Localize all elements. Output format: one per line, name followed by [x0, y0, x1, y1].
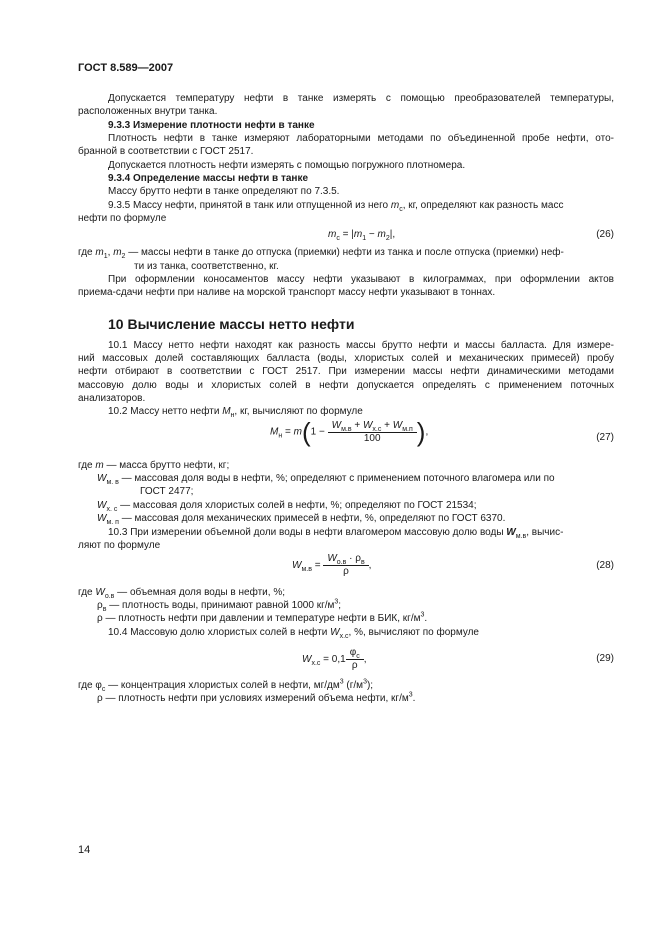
paragraph-10-1: 10.1 Массу нетто нефти находят как разность массы брутто нефти и массы балласта. Для измере-	[108, 340, 614, 351]
page-number: 14	[78, 844, 91, 856]
section-title: 10 Вычисление массы нетто нефти	[108, 316, 355, 332]
paragraph-bills-cont: приема-сдачи нефти при наливе на морской транспорт массу нефти указывают в тоннах.	[78, 287, 496, 298]
paragraph-10-3: 10.3 При измерении объемной доли воды в нефти влагомером массовую долю воды $W_{м.в}$, вычис-	[108, 527, 564, 540]
formula-number-28: (28)	[596, 560, 614, 571]
paragraph-10-3-cont: ляют по формуле	[78, 540, 161, 551]
formula-27-denominator: 100	[363, 432, 381, 444]
paragraph-9-3-5: 9.3.5 Массу нефти, принятой в танк или отпущенной из него $m_с$, кг, определяют как разность масс	[108, 200, 564, 213]
subsection-heading-9-3-3: 9.3.3 Измерение плотности нефти в танке	[108, 120, 315, 131]
where-27-water-cont: ГОСТ 2477;	[140, 486, 194, 497]
paragraph-10-1-l3: нефти отбирают в соответствии с ГОСТ 2517. При измерении массы нефти динамическими методами	[78, 366, 614, 377]
paragraph-temperature-cont: расположенных внутри танка.	[78, 106, 218, 117]
paragraph-gross-mass: Массу брутто нефти в танке определяют по 7.3.5.	[108, 186, 340, 197]
formula-26: $m_с = |m_1 - m_2|$,	[328, 229, 396, 242]
paragraph-density-cont: бранной в соответствии с ГОСТ 2517.	[78, 146, 254, 157]
paragraph-10-2: 10.2 Массу нетто нефти $M_н$, кг, вычисляют по формуле	[108, 406, 363, 419]
where-27-m: где m — масса брутто нефти, кг;	[78, 460, 230, 471]
where-26-cont: ти из танка, соответственно, кг.	[134, 261, 279, 272]
where-28-volume: где $W_{о.в}$ — объемная доля воды в нефти, %;	[78, 587, 285, 600]
formula-number-27: (27)	[596, 432, 614, 443]
where-27-water: $W_{м. в}$ — массовая доля воды в нефти, %; определяют с применением поточного влагомера или по	[97, 473, 555, 486]
paragraph-densimeter: Допускается плотность нефти измерять с помощью погружного плотномера.	[108, 160, 466, 171]
formula-number-29: (29)	[596, 653, 614, 664]
paragraph-10-4: 10.4 Массовую долю хлористых солей в нефти $W_{х.с}$, %, вычисляют по формуле	[108, 627, 479, 640]
paragraph-temperature: Допускается температуру нефти в танке измерять с помощью преобразователей температуры,	[108, 93, 614, 104]
subsection-heading-9-3-4: 9.3.4 Определение массы нефти в танке	[108, 173, 309, 184]
formula-27: $M_н = m(1$ − $\frac{W_{м.в} + W_{х.с} + W_{м.п}}{100}$ ),	[270, 417, 429, 447]
document-header: ГОСТ 8.589—2007	[78, 62, 174, 74]
where-26: где $m_1$, $m_2$ — массы нефти в танке до отпуска (приемки) нефти из танка и после отпуска (приемки) неф-	[78, 247, 564, 260]
where-29-density: ρ — плотность нефти при условиях измерений объема нефти, $кг/м^3$.	[97, 691, 416, 704]
where-28-oil-density: ρ — плотность нефти при давлении и температуре нефти в БИК, $кг/м^3$.	[97, 611, 428, 624]
paragraph-bills: При оформлении коносаментов массу нефти указывают в килограммах, при оформлении актов	[108, 274, 614, 285]
where-28-water-density: $\rho_в$ — плотность воды, принимают равной 1000 $кг/м^3$;	[97, 598, 342, 613]
where-29-concentration: где $\varphi_с$ — концентрация хлористых солей в нефти, $мг/дм^3$ $(г/м^3)$;	[78, 678, 374, 693]
where-27-impurities: $W_{м. п}$ — массовая доля механических примесей в нефти, %, определяют по ГОСТ 6370.	[97, 513, 506, 526]
paragraph-9-3-5-cont: нефти по формуле	[78, 213, 167, 224]
formula-number-26: (26)	[596, 229, 614, 240]
formula-28: $W_{м.в}$ = $\frac{W_{о.в} \cdot \rho_в}{\rho}$ ,	[292, 553, 372, 577]
paragraph-density: Плотность нефти в танке измеряют лабораторными методами по объединенной пробе нефти, ото-	[108, 133, 614, 144]
paragraph-10-1-l2: ний массовых долей составляющих балласта (воды, хлористых солей и механических примесей) пробу	[78, 353, 614, 364]
formula-29: $W_{х.с} = 0,1$ $\frac{\varphi_с}{\rho}$ ,	[302, 647, 367, 671]
paragraph-10-1-l4: массовую долю воды и хлористых солей в нефти допускается определять с применением поточных	[78, 380, 614, 391]
where-27-salts: $W_{х. с}$ — массовая доля хлористых солей в нефти, %; определяют по ГОСТ 21534;	[97, 500, 477, 513]
paragraph-10-1-l5: анализаторов.	[78, 393, 146, 404]
